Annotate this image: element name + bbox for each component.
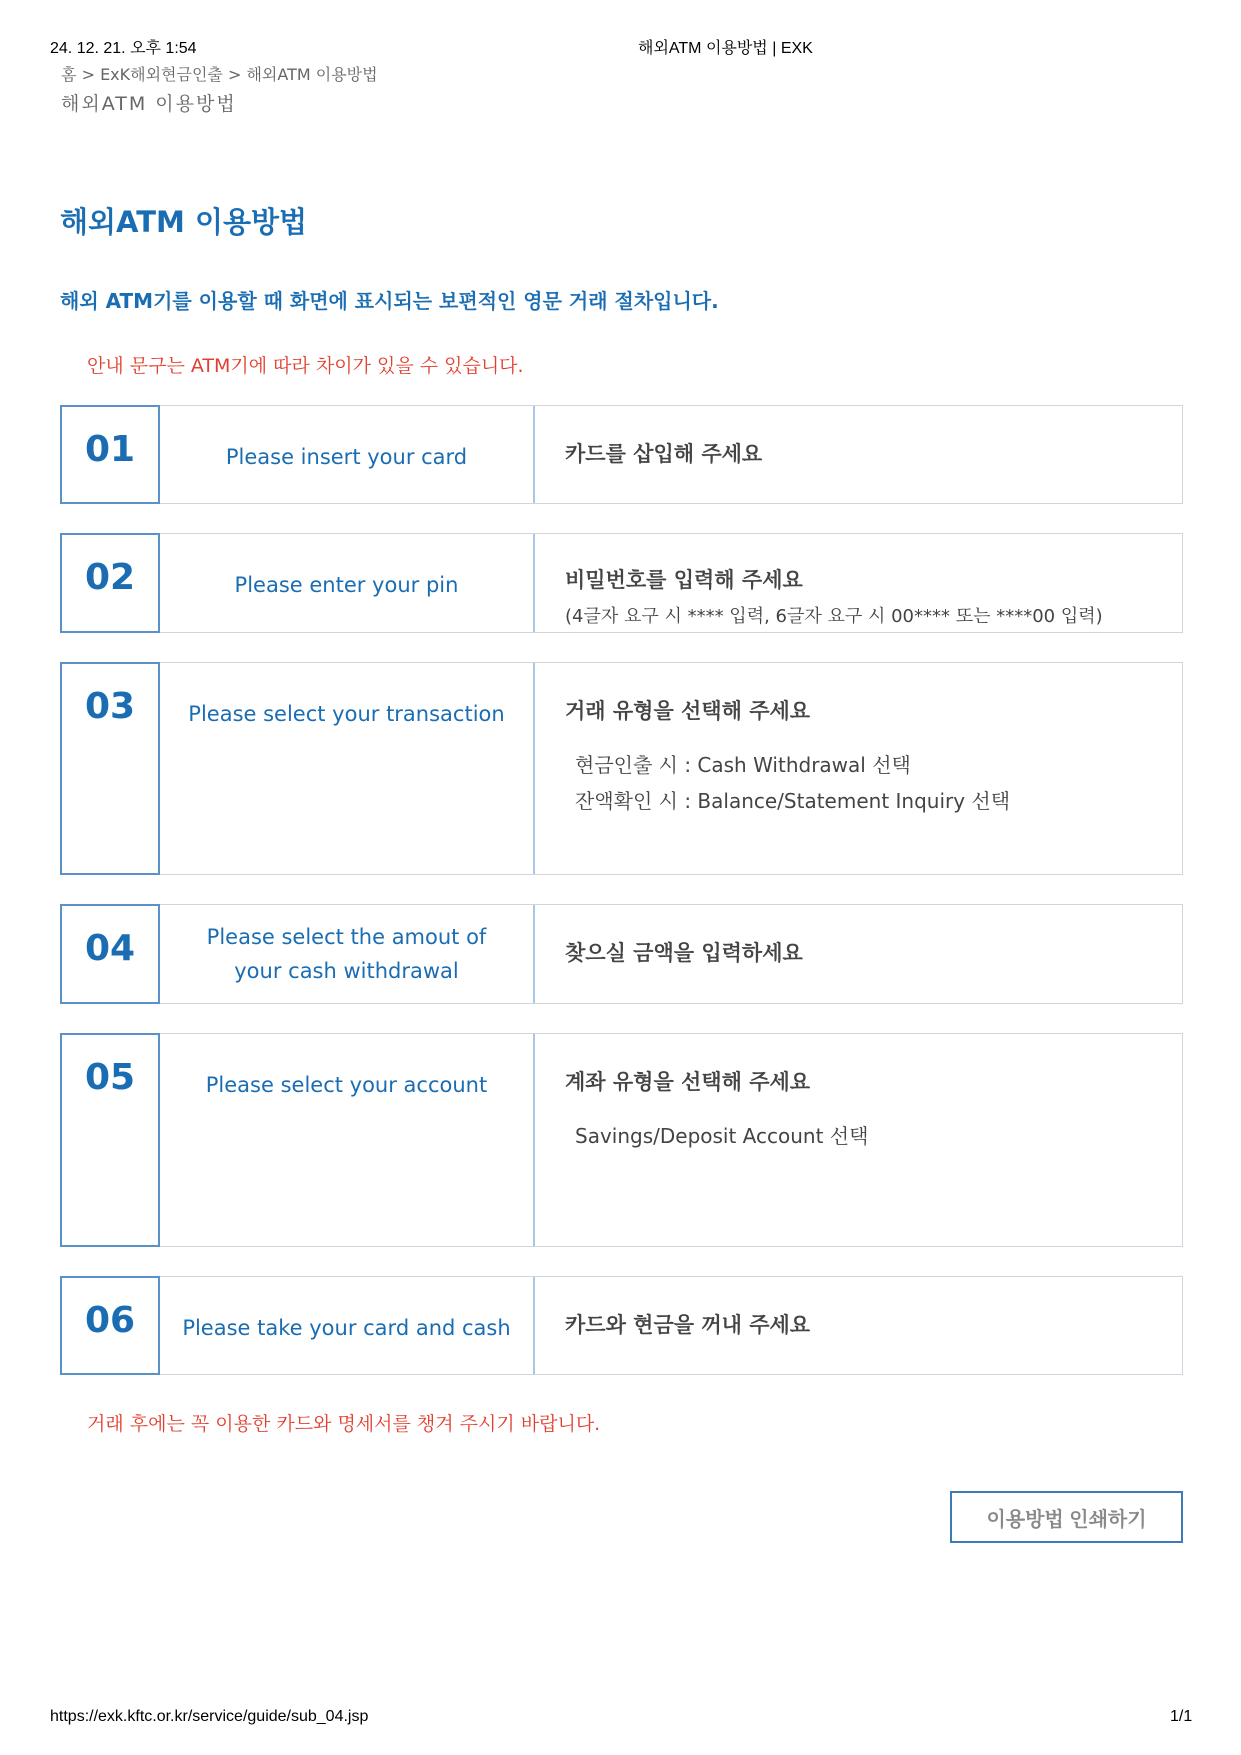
- step-detail: Savings/Deposit Account 선택: [575, 1124, 869, 1148]
- note-top: 안내 문구는 ATM기에 따라 차이가 있을 수 있습니다.: [87, 355, 524, 377]
- step-korean: 카드를 삽입해 주세요: [565, 442, 763, 466]
- step-korean: 찾으실 금액을 입력하세요: [565, 941, 803, 965]
- print-title: 해외ATM 이용방법 | EXK: [638, 40, 813, 57]
- step-english: Please insert your card: [160, 406, 535, 503]
- step-korean: 거래 유형을 선택해 주세요: [565, 699, 811, 723]
- footer-page: 1/1: [1170, 1708, 1193, 1725]
- breadcrumb-exk[interactable]: ExK해외현금인출: [100, 65, 223, 84]
- step-number: 05: [60, 1033, 160, 1247]
- step-english: Please select the amout of: [206, 925, 487, 949]
- breadcrumb-sep: >: [81, 65, 95, 84]
- step-english: Please select your account: [160, 1034, 535, 1246]
- footer-url: https://exk.kftc.or.kr/service/guide/sub_04.jsp: [50, 1708, 369, 1725]
- step-korean: 카드와 현금을 꺼내 주세요: [565, 1313, 811, 1337]
- step-row-03: [60, 662, 1183, 875]
- step-korean: 비밀번호를 입력해 주세요: [565, 568, 803, 592]
- step-english: Please select your transaction: [160, 663, 535, 874]
- print-guide-button[interactable]: 이용방법 인쇄하기: [950, 1491, 1183, 1543]
- print-datetime: 24. 12. 21. 오후 1:54: [50, 40, 197, 57]
- breadcrumb-home[interactable]: 홈: [61, 65, 77, 84]
- note-bottom: 거래 후에는 꼭 이용한 카드와 명세서를 챙겨 주시기 바랍니다.: [87, 1413, 601, 1435]
- step-detail: 현금인출 시 : Cash Withdrawal 선택: [575, 753, 911, 777]
- page-description: 해외 ATM기를 이용할 때 화면에 표시되는 보편적인 영문 거래 절차입니다.: [60, 289, 719, 313]
- breadcrumb-current[interactable]: 해외ATM 이용방법: [246, 65, 378, 84]
- step-english: Please enter your pin: [160, 534, 535, 632]
- step-number: 03: [60, 662, 160, 875]
- step-detail: 잔액확인 시 : Balance/Statement Inquiry 선택: [575, 789, 1011, 813]
- step-english: Please take your card and cash: [160, 1277, 535, 1374]
- step-korean-sub: (4글자 요구 시 **** 입력, 6글자 요구 시 00**** 또는 ****00 입력): [565, 606, 1103, 627]
- step-number: 04: [60, 904, 160, 1004]
- step-number: 01: [60, 405, 160, 504]
- page-subtitle-small: 해외ATM 이용방법: [61, 93, 237, 115]
- breadcrumb-sep: >: [227, 65, 242, 84]
- step-row-04: [60, 904, 1183, 1004]
- step-row-06: [60, 1276, 1183, 1375]
- step-row-02: [60, 533, 1183, 633]
- breadcrumb: [61, 62, 378, 85]
- step-korean: 계좌 유형을 선택해 주세요: [565, 1070, 811, 1094]
- page-title: 해외ATM 이용방법: [60, 205, 308, 239]
- step-english: your cash withdrawal: [234, 959, 459, 983]
- step-row-05: [60, 1033, 1183, 1247]
- step-number: 02: [60, 533, 160, 633]
- step-number: 06: [60, 1276, 160, 1375]
- step-row-01: [60, 405, 1183, 504]
